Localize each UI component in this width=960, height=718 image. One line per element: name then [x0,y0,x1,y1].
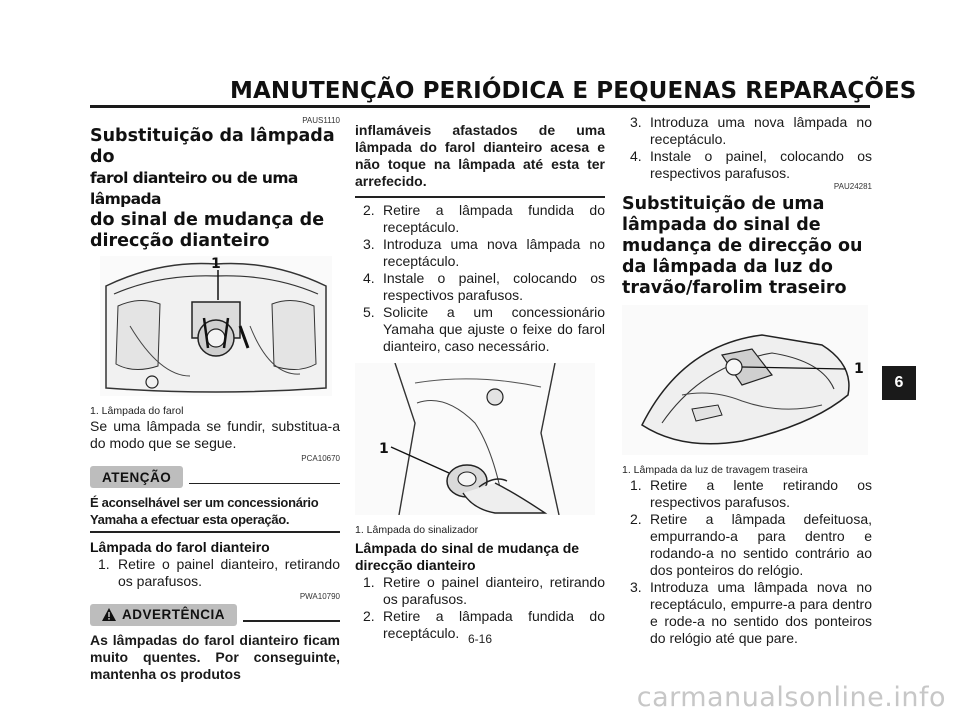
tail-light-figure [622,305,868,455]
warning-header [90,604,340,626]
step-number: 1. [630,477,642,493]
chapter-tab: 6 [882,366,916,400]
step-number: 3. [630,114,642,130]
headlight-figure [100,256,332,396]
steps-list [90,556,340,590]
warning-triangle-icon [102,608,116,621]
list-item [90,556,340,590]
warning-label: ADVERTÊNCIA [122,607,226,622]
subsection-title: Lâmpada do sinal de mudança de direcção dianteiro [355,539,580,573]
section-code: PAUS1110 [302,116,340,125]
step-number: 1. [98,555,110,572]
warning-badge [90,604,237,626]
column-2 [355,122,605,642]
watermark: carmanualsonline.info [636,682,946,713]
figure-callout: 1 [379,440,389,457]
step-text: Instale o painel, colocando os respectivos parafusos. [383,269,605,303]
step-text: Instale o painel, colocando os respectivos parafusos. [650,148,872,181]
step-number: 4. [630,148,642,164]
steps-list [355,202,605,355]
caution-code: PCA10670 [301,454,340,463]
step-text: Solicite a um concessionário Yamaha que ajuste o feixe do farol dianteiro, caso necessário. [383,303,605,354]
intro-text: Se uma lâmpada se fundir, substitua-a do modo que se segue. [90,418,340,451]
section-title-line: direcção dianteiro [90,231,270,251]
step-text: Retire a lente retirando os respectivos parafusos. [650,477,872,510]
section-title-line: farol dianteiro ou de uma lâmpada [90,169,298,208]
figure-callout: 1 [854,361,864,377]
subsection-title: Lâmpada do farol dianteiro [90,538,270,555]
warning-text: As lâmpadas do farol dianteiro ficam muito quentes. Por conseguinte, mantenha os produtos [90,631,340,682]
figure-caption: 1. Lâmpada da luz de travagem traseira [622,464,808,476]
section-title-line: Substituição da lâmpada do [90,126,335,167]
figure-caption: 1. Lâmpada do sinalizador [355,523,479,536]
section-title [90,126,340,252]
list-item [355,236,605,270]
step-text: Introduza uma lâmpada nova no receptáculo, empurre-a para dentro e rode-a no sentido dos ponteiros do relógio até que pare. [650,579,872,646]
caution-header [90,466,340,488]
step-text: Retire o painel dianteiro, retirando os parafusos. [383,573,605,607]
step-text: Retire o painel dianteiro, retirando os parafusos. [118,555,340,589]
step-number: 5. [363,303,375,320]
steps-list [622,477,872,647]
caution-end-rule [90,531,340,533]
list-item [622,511,872,579]
caution-rule [189,483,340,485]
header-rule [90,105,870,108]
list-item [622,114,872,148]
step-number: 3. [363,235,375,252]
list-item [355,574,605,608]
figure-caption: 1. Lâmpada do farol [90,405,184,417]
column-3 [622,114,872,647]
step-number: 1. [363,573,375,590]
step-text: Retire a lâmpada fundida do receptáculo. [383,607,605,641]
warning-rule [243,620,340,622]
step-text: Retire a lâmpada fundida do receptáculo. [383,201,605,235]
section-code: PAU24281 [833,182,872,191]
column-1 [90,116,340,683]
warning-end-rule [355,196,605,198]
step-number: 2. [630,511,642,527]
caution-badge: ATENÇÃO [90,466,183,488]
warning-text-continued: inflamáveis afastados de uma lâmpada do farol dianteiro acesa e não toque na lâmpada até esta ter arrefecido. [355,122,605,189]
step-text: Introduza uma nova lâmpada no receptáculo. [650,114,872,147]
list-item [622,477,872,511]
steps-list [622,114,872,182]
step-number: 3. [630,579,642,595]
list-item [355,270,605,304]
turn-signal-figure [355,363,595,515]
section-title: Substituição de uma lâmpada do sinal de mudança de direcção ou da lâmpada da luz do travão/farolim traseiro [622,194,863,298]
page-number: 6-16 [467,632,493,646]
section-title-line: do sinal de mudança de [90,210,325,230]
figure-callout: 1 [211,256,221,272]
list-item [355,304,605,355]
list-item [622,579,872,647]
list-item [355,202,605,236]
step-text: Retire a lâmpada defeituosa, empurrando-a para dentro e rodando-a no sentido contrário ao dos ponteiros do relógio. [650,511,872,578]
step-number: 2. [363,201,375,218]
page-header-title: MANUTENÇÃO PERIÓDICA E PEQUENAS REPARAÇÕES [230,78,917,104]
list-item [622,148,872,182]
step-number: 4. [363,269,375,286]
step-text: Introduza uma nova lâmpada no receptáculo. [383,235,605,269]
step-number: 2. [363,607,375,624]
caution-text: É aconselhável ser um concessionário Yamaha a efectuar esta operação. [90,495,319,527]
warning-code: PWA10790 [299,591,340,601]
